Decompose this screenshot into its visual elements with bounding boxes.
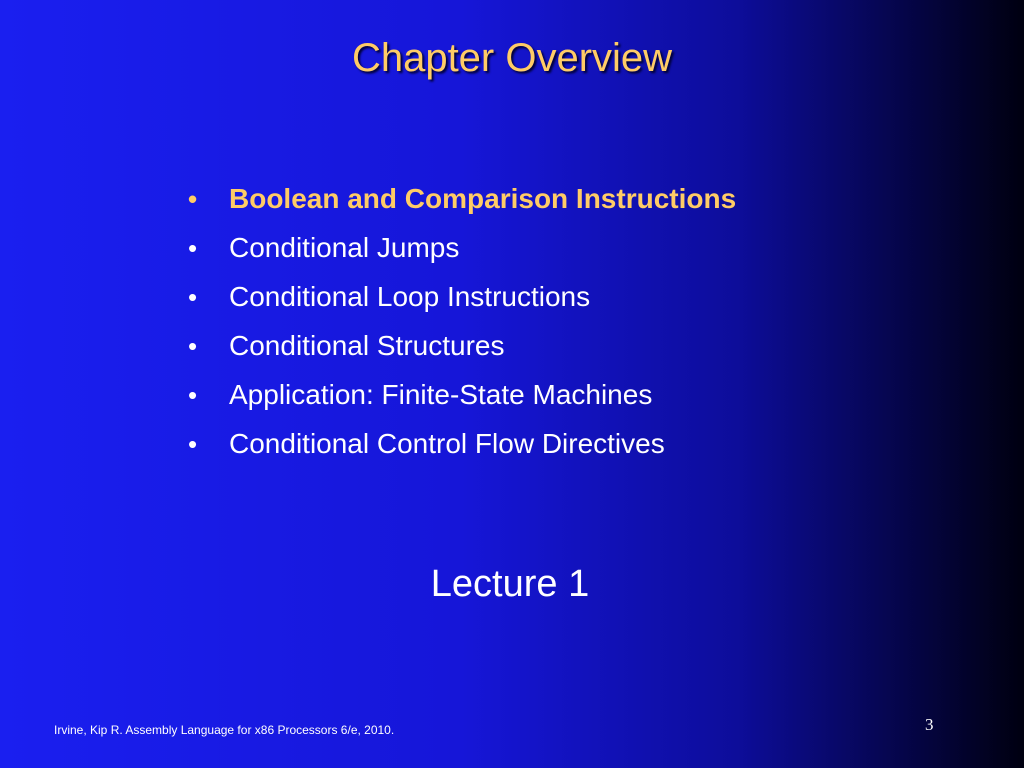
bullet-icon: • (188, 380, 198, 410)
bullet-item (188, 225, 736, 274)
bullet-text: Conditional Jumps (229, 232, 460, 263)
bullet-item (188, 274, 736, 323)
page-number: 3 (925, 715, 934, 734)
footer-citation: Irvine, Kip R. Assembly Language for x86 Processors 6/e, 2010. (54, 723, 395, 737)
lecture-label: Lecture 1 (430, 563, 590, 605)
bullet-icon: • (188, 282, 198, 312)
bullet-text: Boolean and Comparison Instructions (229, 183, 737, 214)
bullet-icon: • (188, 233, 198, 263)
bullet-item (188, 176, 736, 225)
bullet-item (188, 323, 736, 372)
bullet-icon: • (188, 429, 198, 459)
slide-title: Chapter Overview (351, 36, 673, 80)
bullet-text: Conditional Loop Instructions (229, 281, 591, 312)
bullet-text: Application: Finite-State Machines (229, 379, 653, 410)
bullet-text: Conditional Control Flow Directives (229, 428, 665, 459)
bullet-item (188, 372, 736, 421)
bullet-list (188, 176, 736, 470)
bullet-icon: • (188, 184, 198, 214)
bullet-text: Conditional Structures (229, 330, 505, 361)
bullet-item (188, 421, 736, 470)
bullet-icon: • (188, 331, 198, 361)
